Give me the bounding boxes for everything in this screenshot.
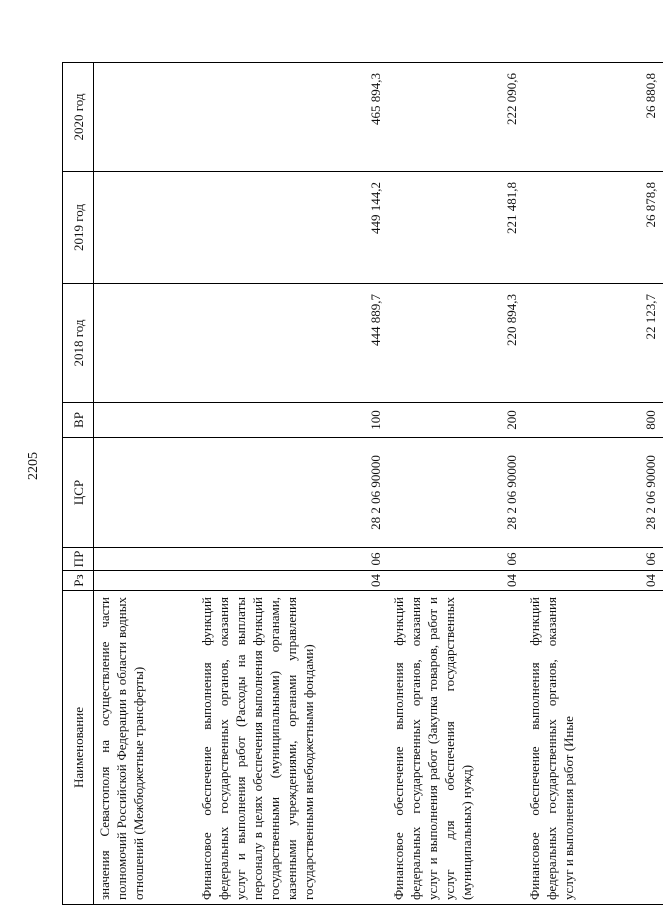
header-name: Наименование (63, 591, 94, 905)
row-2019 (94, 172, 197, 284)
row-pr (94, 548, 197, 571)
table-row (94, 63, 197, 905)
row-2019: 26 878,8 (524, 172, 663, 284)
row-2020: 222 090,6 (388, 63, 524, 172)
page-number (26, 446, 42, 486)
row-vr: 200 (388, 403, 524, 438)
table-row (388, 63, 524, 905)
header-vr: ВР (63, 403, 94, 438)
row-csr (94, 438, 197, 548)
row-pr: 06 (524, 548, 663, 571)
row-2018: 444 889,7 (196, 284, 388, 403)
header-2019: 2019 год (63, 172, 94, 284)
row-2019: 221 481,8 (388, 172, 524, 284)
row-vr: 800 (524, 403, 663, 438)
row-csr: 28 2 06 90000 (524, 438, 663, 548)
row-2018: 22 123,7 (524, 284, 663, 403)
row-vr (94, 403, 197, 438)
row-rz: 04 (196, 571, 388, 591)
row-rz: 04 (524, 571, 663, 591)
header-rz: Рз (63, 571, 94, 591)
header-csr: ЦСР (63, 438, 94, 548)
row-csr: 28 2 06 90000 (196, 438, 388, 548)
rotated-page-content (62, 63, 658, 905)
row-name: Финансовое обеспечение выполнения функций федеральных государственных органов, оказания услуг и выполнения работ (Расходы на выплаты персоналу в целях обеспечения выполнения функций государственными (муниципальными) органами, казенными учреждениями, органами управления государственными внебюджетными фондами) (196, 591, 388, 905)
page-number-text: 2205 (26, 452, 41, 480)
row-rz (94, 571, 197, 591)
row-2020: 465 894,3 (196, 63, 388, 172)
row-2018: 220 894,3 (388, 284, 524, 403)
row-2020: 26 880,8 (524, 63, 663, 172)
table-row (196, 63, 388, 905)
row-name: значения Севастополя на осуществление части полномочий Российской Федерации в области водных отношений (Межбюджетные трансферты) (94, 591, 197, 905)
header-2020: 2020 год (63, 63, 94, 172)
row-2019: 449 144,2 (196, 172, 388, 284)
row-vr: 100 (196, 403, 388, 438)
row-2020 (94, 63, 197, 172)
row-name: Финансовое обеспечение выполнения функций федеральных государственных органов, оказания услуг и выполнения работ (Закупка товаров, работ и услуг для обеспечения государственных (муниципальных) нужд) (388, 591, 524, 905)
header-2018: 2018 год (63, 284, 94, 403)
header-row (63, 63, 94, 905)
row-csr: 28 2 06 90000 (388, 438, 524, 548)
row-pr: 06 (388, 548, 524, 571)
row-pr: 06 (196, 548, 388, 571)
header-pr: ПР (63, 548, 94, 571)
row-2018 (94, 284, 197, 403)
row-rz: 04 (388, 571, 524, 591)
row-name: Финансовое обеспечение выполнения функций федеральных государственных органов, оказания услуг и выполнения работ (Иные (524, 591, 663, 905)
budget-table (62, 62, 663, 905)
table-row (524, 63, 663, 905)
